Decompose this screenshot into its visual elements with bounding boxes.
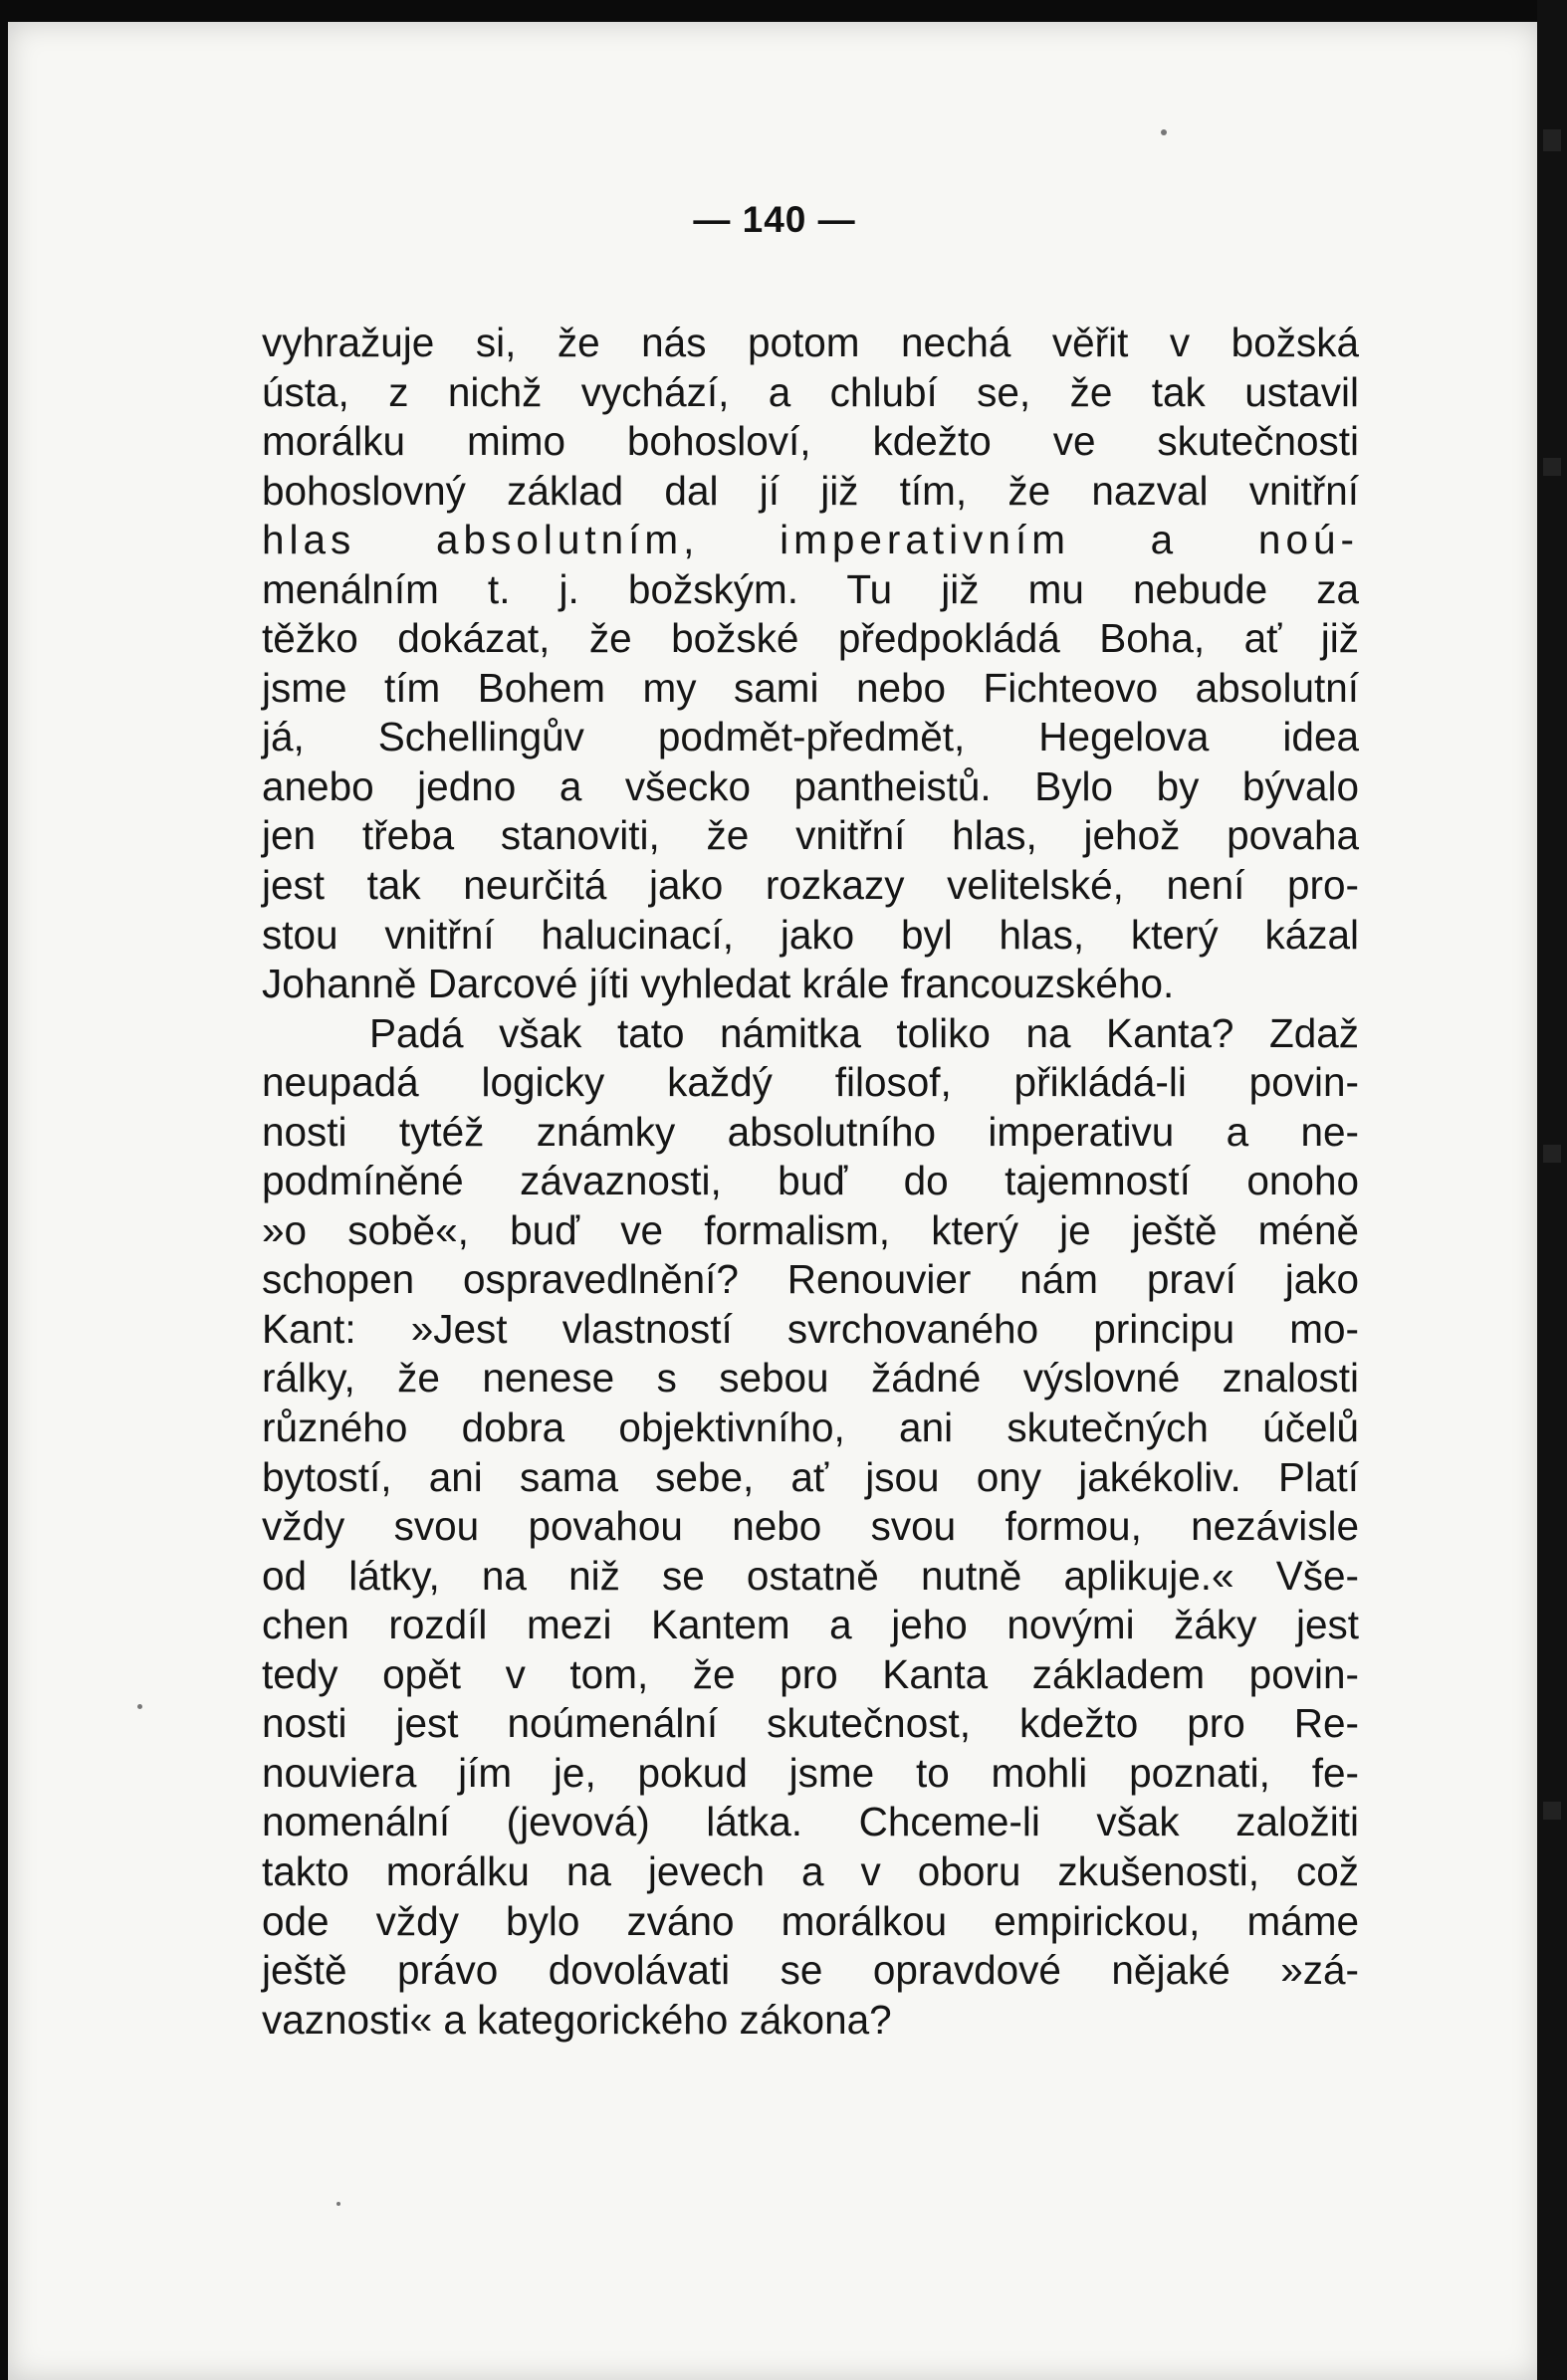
text-line: nosti tytéž známky absolutního imperativu a ne- bbox=[262, 1108, 1359, 1155]
text-line: Padá však tato námitka toliko na Kanta? Zdaž bbox=[369, 1009, 1359, 1056]
text-line: hlas absolutním, imperativním a noú- bbox=[262, 517, 1359, 563]
text-line: schopen ospravedlnění? Renouvier nám praví jako bbox=[262, 1256, 1359, 1303]
scan-speck bbox=[1161, 129, 1167, 135]
text-line: nosti jest noúmenální skutečnost, kdežto pro Re- bbox=[262, 1700, 1359, 1747]
text-line: různého dobra objektivního, ani skutečných účelů bbox=[262, 1405, 1359, 1451]
text-line: jen třeba stanoviti, že vnitřní hlas, jehož povaha bbox=[262, 812, 1359, 859]
text-line: bytostí, ani sama sebe, ať jsou ony jakékoliv. Platí bbox=[262, 1453, 1359, 1500]
text-line: vyhražuje si, že nás potom nechá věřit v božská bbox=[262, 320, 1359, 365]
text-line: těžko dokázat, že božské předpokládá Boha, ať již bbox=[262, 615, 1359, 662]
text-line: menálním t. j. božským. Tu již mu nebude za bbox=[262, 565, 1359, 612]
text-line: podmíněné závaznosti, buď do tajemností onoho bbox=[262, 1158, 1359, 1204]
text-line: jest tak neurčitá jako rozkazy velitelské, není pro- bbox=[262, 862, 1359, 909]
text-line: od látky, na niž se ostatně nutně aplikuje.« Vše- bbox=[262, 1552, 1359, 1599]
text-line: neupadá logicky každý filosof, přikládá-li povin- bbox=[262, 1059, 1359, 1106]
binding-edge bbox=[1537, 0, 1567, 2380]
text-line: nouviera jím je, pokud jsme to mohli poznati, fe- bbox=[262, 1749, 1359, 1796]
text-line: ústa, z nichž vychází, a chlubí se, že tak ustavil bbox=[262, 368, 1359, 415]
text-line: tedy opět v tom, že pro Kanta základem povin- bbox=[262, 1650, 1359, 1697]
text-line: anebo jedno a všecko pantheistů. Bylo by bývalo bbox=[262, 762, 1359, 809]
book-page bbox=[8, 22, 1541, 2380]
text-line: rálky, že nenese s sebou žádné výslovné znalosti bbox=[262, 1355, 1359, 1402]
text-line: vždy svou povahou nebo svou formou, nezávisle bbox=[262, 1503, 1359, 1550]
text-line: ještě právo dovolávati se opravdové nějaké »zá- bbox=[262, 1947, 1359, 1994]
text-line: morálku mimo bohosloví, kdežto ve skutečnosti bbox=[262, 418, 1359, 465]
body-text bbox=[262, 319, 1359, 2045]
text-line: Kant: »Jest vlastností svrchovaného principu mo- bbox=[262, 1305, 1359, 1352]
text-line: já, Schellingův podmět-předmět, Hegelova idea bbox=[262, 714, 1359, 760]
text-line: nomenální (jevová) látka. Chceme-li však založiti bbox=[262, 1799, 1359, 1845]
text-line: jsme tím Bohem my sami nebo Fichteovo absolutní bbox=[262, 664, 1359, 711]
text-line: takto morálku na jevech a v oboru zkušenosti, což bbox=[262, 1847, 1359, 1894]
text-line: stou vnitřní halucinací, jako byl hlas, který kázal bbox=[262, 911, 1359, 958]
text-line: Johanně Darcové jíti vyhledat krále francouzského. bbox=[262, 961, 1175, 1007]
text-line: chen rozdíl mezi Kantem a jeho novými žáky jest bbox=[262, 1602, 1359, 1648]
edge-mark bbox=[1543, 1802, 1561, 1820]
edge-mark bbox=[1543, 458, 1561, 476]
text-line: ode vždy bylo zváno morálkou empirickou, máme bbox=[262, 1897, 1359, 1944]
scan-speck bbox=[336, 2202, 340, 2206]
page-number: — 140 — bbox=[693, 199, 856, 240]
text-line: bohoslovný základ dal jí již tím, že nazval vnitřní bbox=[262, 467, 1359, 514]
edge-mark bbox=[1543, 129, 1561, 151]
edge-mark bbox=[1543, 1145, 1561, 1163]
text-line: vaznosti« a kategorického zákona? bbox=[262, 1996, 892, 2043]
scan-speck bbox=[137, 1704, 142, 1709]
text-line: »o sobě«, buď ve formalism, který je ještě méně bbox=[262, 1206, 1359, 1253]
